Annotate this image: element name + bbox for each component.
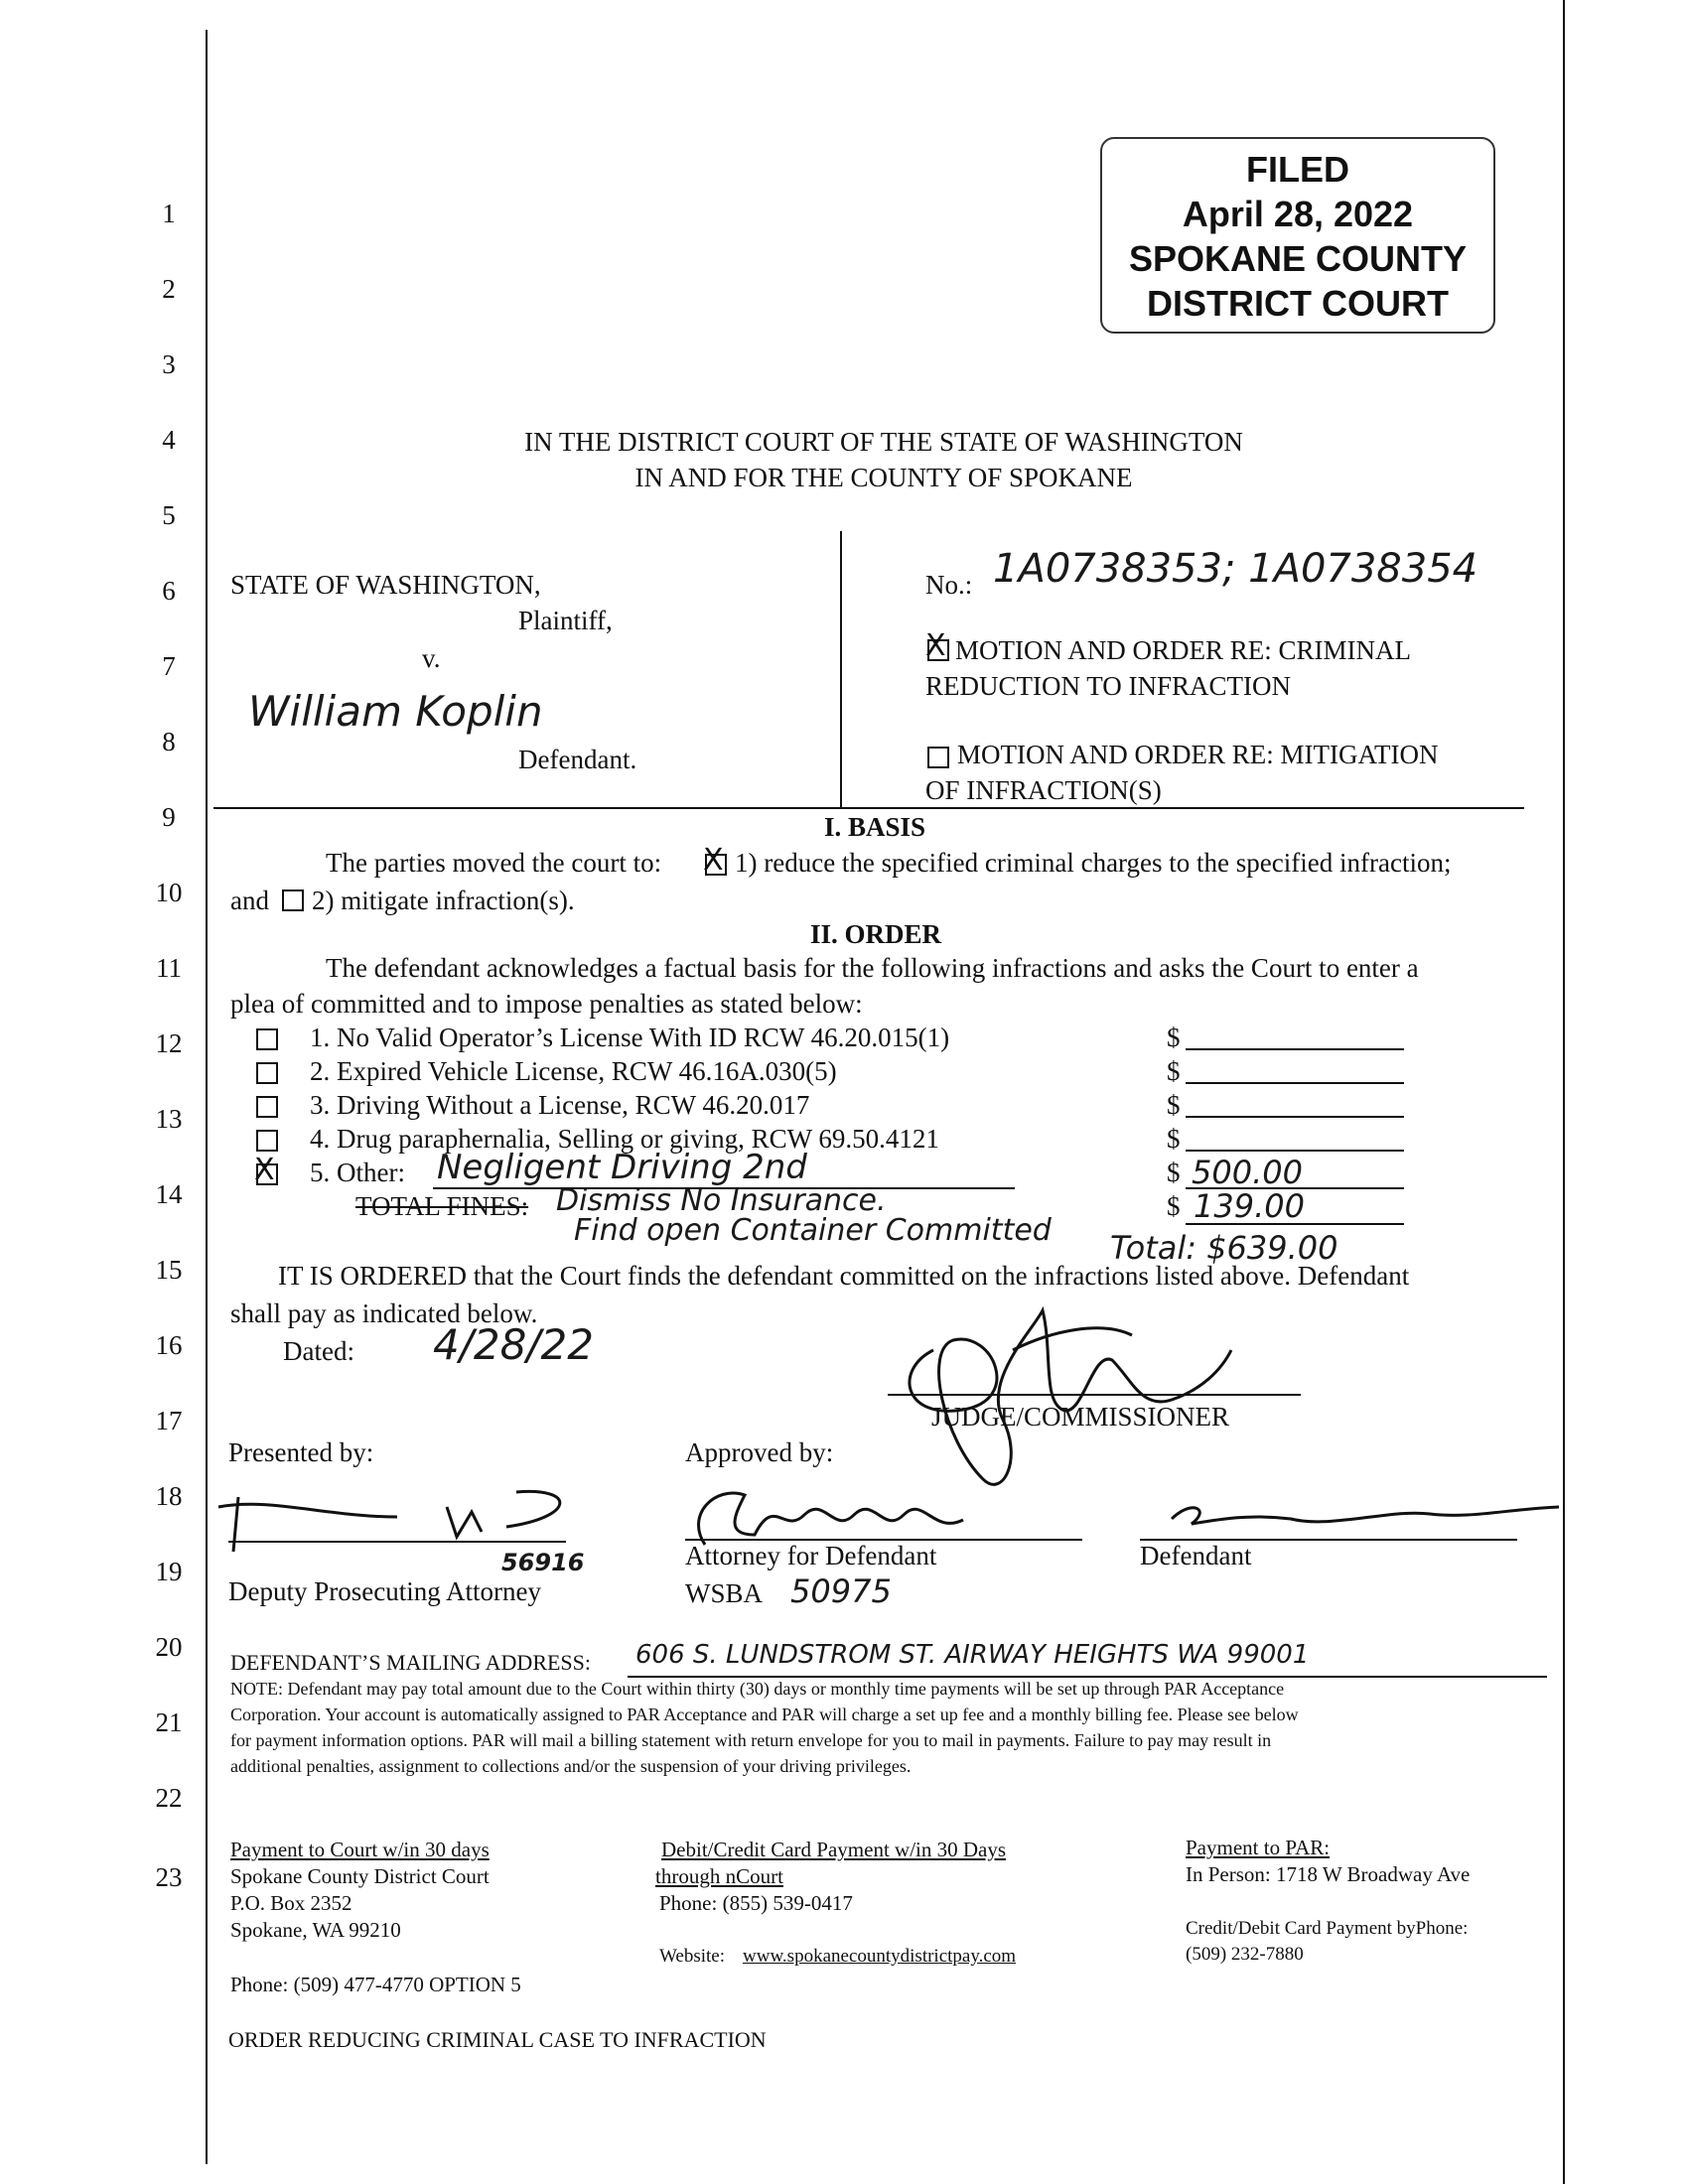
line-number: 7: [162, 651, 176, 681]
infraction-3-checkbox[interactable]: [256, 1096, 278, 1118]
left-margin-rule: [206, 30, 208, 2164]
infraction-3-dollar: $: [1167, 1090, 1181, 1120]
payment-court-line3: Spokane, WA 99210: [230, 1918, 401, 1942]
basis-text-a: The parties moved the court to:: [326, 848, 662, 878]
attorney-label: Attorney for Defendant: [685, 1541, 937, 1570]
line-number: 1: [162, 199, 176, 228]
line-number: 3: [162, 349, 176, 379]
note-line3: for payment information options. PAR will mail a billing statement with return envelope for you to mail in payments. Failure to pay may result in: [230, 1730, 1272, 1750]
line-number: 22: [155, 1783, 183, 1813]
stamp-date: April 28, 2022: [1182, 194, 1414, 234]
dated-value: 4/28/22: [433, 1320, 594, 1369]
case-number-label: No.:: [925, 570, 973, 600]
order-heading: II. ORDER: [810, 919, 942, 949]
case-numbers: 1A0738353; 1A0738354: [993, 546, 1478, 592]
order-paragraph-line1: The defendant acknowledges a factual basis for the following infractions and asks the Court to enter a: [326, 953, 1419, 983]
note-line1: NOTE: Defendant may pay total amount due to the Court within thirty (30) days or monthly time payments will be set up through PAR Acceptance: [230, 1679, 1285, 1699]
payment-website-link[interactable]: www.spokanecountydistrictpay.com: [743, 1946, 1017, 1967]
infraction-5-dollar: $: [1167, 1158, 1181, 1187]
note-line4: additional penalties, assignment to collections and/or the suspension of your driving privileges.: [230, 1756, 912, 1776]
payment-par-line3: (509) 232-7880: [1186, 1944, 1304, 1965]
infraction-1-label: 1. No Valid Operator’s License With ID RCW 46.20.015(1): [310, 1023, 950, 1052]
line-number: 17: [155, 1406, 183, 1435]
line-number: 23: [155, 1862, 183, 1892]
plaintiff-name: STATE OF WASHINGTON,: [230, 570, 541, 600]
infraction-4-amount-line[interactable]: [1186, 1150, 1404, 1152]
ordered-line2: shall pay as indicated below.: [230, 1298, 538, 1328]
payment-website-label: Website:: [659, 1946, 726, 1967]
line-number: 13: [155, 1104, 183, 1134]
infraction-2-amount-line[interactable]: [1186, 1082, 1404, 1084]
line-number: 2: [162, 274, 176, 304]
prosecutor-bar-number: 56916: [501, 1549, 585, 1576]
basis-text-b: 1) reduce the specified criminal charges to the specified infraction;: [735, 848, 1452, 878]
stamp-filed: FILED: [1246, 149, 1349, 190]
judge-label: JUDGE/COMMISSIONER: [931, 1402, 1230, 1432]
line-number: 11: [156, 953, 182, 983]
basis-text-d: 2) mitigate infraction(s).: [312, 886, 575, 915]
line-number: 8: [162, 727, 176, 756]
line-number: 19: [155, 1557, 183, 1586]
dated-label: Dated:: [283, 1336, 354, 1366]
line-number: 9: [162, 802, 176, 832]
infraction-2-label: 2. Expired Vehicle License, RCW 46.16A.030(5): [310, 1056, 837, 1086]
infraction-3-amount-line[interactable]: [1186, 1116, 1404, 1118]
caption-bottom-rule: [213, 807, 1524, 809]
infraction-5-checkbox[interactable]: [256, 1163, 278, 1185]
line-number: 10: [155, 878, 183, 907]
total-note-line2: Find open Container Committed: [574, 1213, 1052, 1248]
footer-title: ORDER REDUCING CRIMINAL CASE TO INFRACTION: [228, 2027, 767, 2052]
filed-stamp: [1100, 137, 1495, 334]
line-number: 15: [155, 1255, 183, 1285]
line-number: 12: [155, 1028, 183, 1058]
infraction-5-label: 5. Other:: [310, 1158, 405, 1187]
line-number: 14: [155, 1179, 183, 1209]
order-paragraph-line2: plea of committed and to impose penalties as stated below:: [230, 989, 863, 1019]
line-number: 4: [162, 425, 176, 455]
payment-card-title2: through nCourt: [655, 1864, 783, 1888]
total-amount-line: [1186, 1223, 1404, 1225]
infraction-1-dollar: $: [1167, 1023, 1181, 1052]
prosecutor-label: Deputy Prosecuting Attorney: [228, 1576, 541, 1606]
court-heading-line1: IN THE DISTRICT COURT OF THE STATE OF WASHINGTON: [524, 427, 1243, 457]
payment-par-line1: In Person: 1718 W Broadway Ave: [1186, 1862, 1471, 1886]
line-number: 18: [155, 1481, 183, 1511]
infraction-4-label: 4. Drug paraphernalia, Selling or giving, RCW 69.50.4121: [310, 1124, 939, 1154]
versus-label: v.: [422, 643, 441, 673]
motion-mitigation-line1: MOTION AND ORDER RE: MITIGATION: [957, 740, 1439, 769]
line-number: 6: [162, 576, 176, 606]
line-number: 16: [155, 1330, 183, 1360]
infraction-5-description: Negligent Driving 2nd: [437, 1148, 807, 1187]
payment-par-line2: Credit/Debit Card Payment byPhone:: [1186, 1918, 1469, 1939]
basis-text-c: and: [230, 886, 269, 915]
total-note-line1: Dismiss No Insurance.: [556, 1183, 887, 1218]
infraction-1-checkbox[interactable]: [256, 1028, 278, 1050]
payment-court-line2: P.O. Box 2352: [230, 1891, 352, 1915]
total-fines-amount: 139.00: [1194, 1187, 1305, 1225]
court-heading-line2: IN AND FOR THE COUNTY OF SPOKANE: [634, 463, 1133, 492]
caption-divider: [840, 531, 842, 807]
motion-reduction-line2: REDUCTION TO INFRACTION: [925, 671, 1292, 701]
motion-reduction-checkbox[interactable]: [927, 639, 949, 661]
infraction-2-checkbox[interactable]: [256, 1062, 278, 1084]
payment-par-title: Payment to PAR:: [1186, 1836, 1331, 1859]
infraction-3-label: 3. Driving Without a License, RCW 46.20.017: [310, 1090, 810, 1120]
defendant-name: William Koplin: [248, 687, 543, 736]
infraction-4-checkbox[interactable]: [256, 1130, 278, 1152]
defendant-signature-label: Defendant: [1140, 1541, 1252, 1570]
motion-mitigation-line2: OF INFRACTION(S): [925, 775, 1162, 805]
payment-card-title1: Debit/Credit Card Payment w/in 30 Days: [661, 1838, 1007, 1861]
basis-option2-checkbox[interactable]: [282, 889, 304, 911]
prosecutor-signature-line: [228, 1541, 566, 1543]
line-number: 21: [155, 1707, 183, 1737]
payment-court-line1: Spokane County District Court: [230, 1864, 490, 1888]
note-line2: Corporation. Your account is automatically assigned to PAR Acceptance and PAR will charge a set up fee and a monthly billing fee. Please see below: [230, 1705, 1299, 1724]
basis-option1-checkbox[interactable]: [705, 854, 727, 876]
basis-heading: I. BASIS: [824, 812, 926, 842]
infraction-1-amount-line[interactable]: [1186, 1048, 1404, 1050]
judge-signature-line: [888, 1394, 1301, 1396]
total-fines-label: TOTAL FINES:: [355, 1191, 529, 1221]
infraction-4-dollar: $: [1167, 1124, 1181, 1154]
wsba-label: WSBA: [685, 1578, 764, 1608]
mailing-address-value: 606 S. LUNDSTROM ST. AIRWAY HEIGHTS WA 99001: [635, 1640, 1310, 1670]
wsba-number: 50975: [790, 1572, 892, 1610]
payment-court-title: Payment to Court w/in 30 days: [230, 1838, 490, 1861]
payment-card-phone: Phone: (855) 539-0417: [659, 1891, 853, 1915]
ordered-line1: IT IS ORDERED that the Court finds the defendant committed on the infractions listed above. Defendant: [278, 1261, 1410, 1291]
stamp-court: DISTRICT COURT: [1147, 283, 1449, 324]
infraction-2-dollar: $: [1167, 1056, 1181, 1086]
total-dollar: $: [1167, 1191, 1181, 1221]
line-number: 20: [155, 1632, 183, 1662]
defendant-label: Defendant.: [518, 745, 637, 774]
right-margin-rule: [1563, 0, 1565, 2184]
motion-mitigation-checkbox[interactable]: [927, 747, 949, 768]
presented-label: Presented by:: [228, 1437, 374, 1467]
grand-total: Total: $639.00: [1110, 1229, 1338, 1267]
motion-reduction-line1: MOTION AND ORDER RE: CRIMINAL: [955, 635, 1411, 665]
payment-court-phone: Phone: (509) 477-4770 OPTION 5: [230, 1973, 521, 1996]
infraction-5-amount: 500.00: [1192, 1154, 1303, 1191]
plaintiff-label: Plaintiff,: [518, 606, 613, 635]
line-number: 5: [162, 500, 176, 530]
mailing-address-label: DEFENDANT’S MAILING ADDRESS:: [230, 1650, 592, 1675]
stamp-county: SPOKANE COUNTY: [1128, 238, 1468, 279]
approved-label: Approved by:: [685, 1437, 834, 1467]
